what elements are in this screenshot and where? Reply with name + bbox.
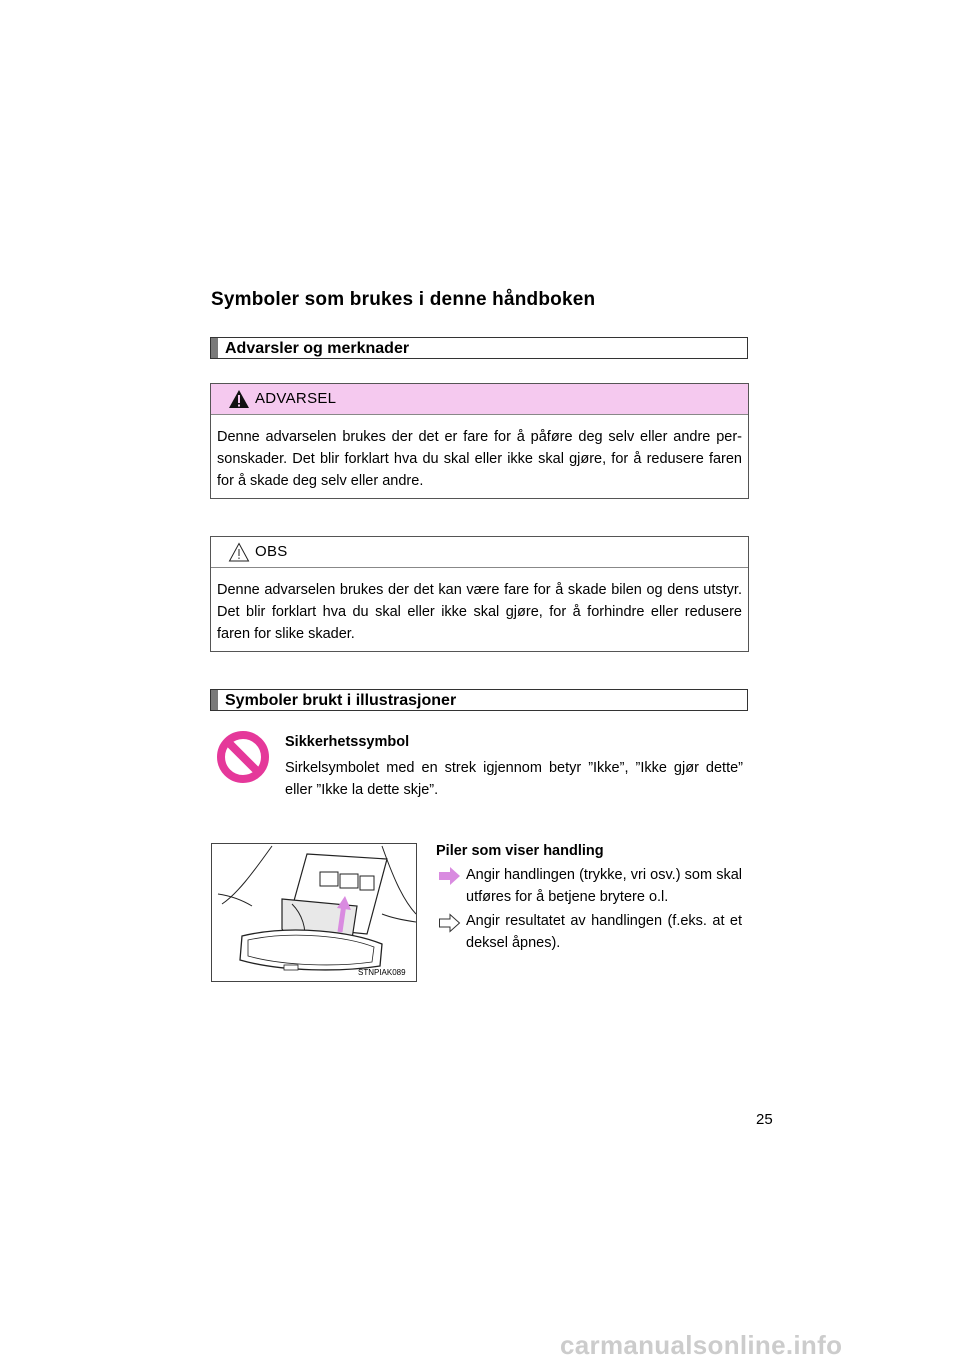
section-heading-label: Advarsler og merknader (225, 340, 410, 357)
section-accent (211, 338, 218, 358)
action-arrow-text: Angir handlingen (trykke, vri osv.) som skal utføres for å betjene brytere o.l. (466, 867, 742, 905)
action-arrow-icon (439, 866, 461, 886)
prohibition-icon (216, 728, 270, 786)
notice-text: Denne advarselen brukes der det kan være fare for å skade bilen og dens utstyr. Det blir forklart hva du skal eller ikke skal gjøre, for å forhindre eller redusere faren for slike skader. (217, 582, 742, 642)
section-heading-illustrations (210, 689, 748, 711)
warning-triangle-icon (228, 389, 250, 409)
warning-box (210, 383, 749, 499)
safety-symbol-text: Sirkelsymbolet med en strek igjennom betyr ”Ikke”, ”Ikke gjør dette” eller ”Ikke la dette skje”. (285, 760, 743, 798)
caution-triangle-icon (228, 542, 250, 562)
result-arrow-icon (439, 913, 461, 933)
section-heading-warnings (210, 337, 748, 359)
arrows-title: Piler som viser handling (436, 843, 604, 859)
page-number: 25 (756, 1111, 773, 1128)
safety-symbol-title: Sikkerhetssymbol (285, 734, 410, 750)
illustration-code: STNPIAK089 (358, 968, 406, 977)
notice-box (210, 536, 749, 652)
console-drawing-icon (212, 844, 416, 981)
overhead-console-illustration (211, 843, 417, 982)
page-title: Symboler som brukes i denne håndboken (211, 289, 596, 310)
warning-text: Denne advarselen brukes der det er fare for å påføre deg selv eller andre personskader. Det blir forklart hva du skal eller ikke skal gjøre, for å redusere faren for å skade deg selv eller andre. (217, 429, 742, 489)
section-accent (211, 690, 218, 710)
result-arrow-text: Angir resultatet av handlingen (f.eks. at et deksel åpnes). (466, 913, 742, 951)
warning-header (211, 384, 748, 415)
notice-label: OBS (255, 543, 288, 560)
notice-header (211, 537, 748, 568)
section-heading-label: Symboler brukt i illustrasjoner (225, 692, 457, 709)
watermark-footer: carmanualsonline.info (560, 1330, 843, 1360)
warning-label: ADVARSEL (255, 390, 337, 407)
